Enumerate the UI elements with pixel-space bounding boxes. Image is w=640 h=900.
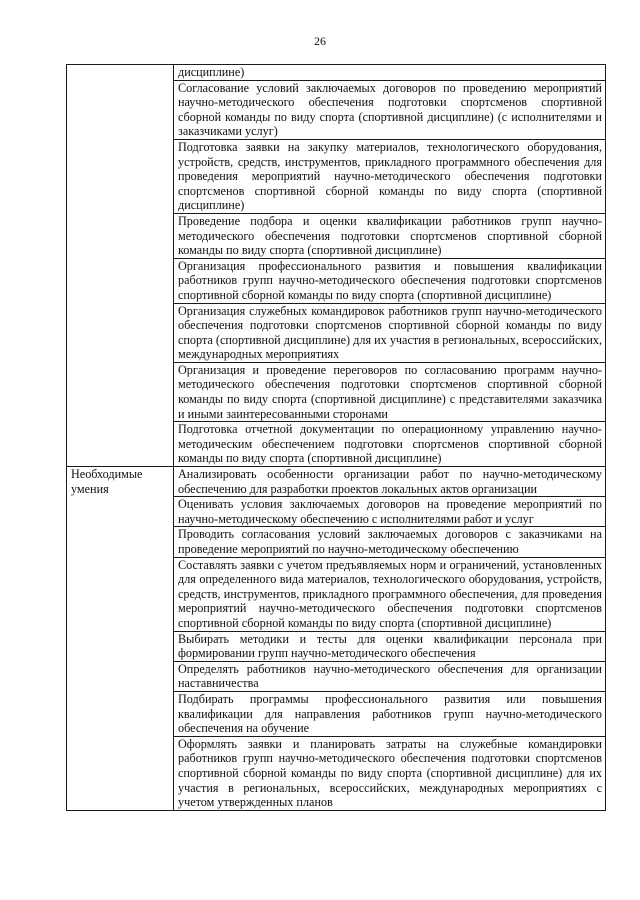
table-row: [67, 467, 606, 497]
table-cell: Анализировать особенности организации работ по научно-методическому обеспечению для разработки проектов локальных актов организации: [174, 467, 606, 497]
table-cell: Определять работников научно-методического обеспечения для организации наставничества: [174, 661, 606, 691]
table-cell: Оценивать условия заключаемых договоров на проведение мероприятий по научно-методическому обеспечению с исполнителями работ и услуг: [174, 497, 606, 527]
table-row: [67, 65, 606, 81]
row-label-cell: [67, 65, 174, 467]
table-cell: Подготовка отчетной документации по операционному управлению научно-методическим обеспечением подготовки спортсменов спортивной сборной команды по виду спорта (спортивной дисциплине): [174, 422, 606, 467]
table-cell: Проведение подбора и оценки квалификации работников групп научно-методического обеспечения подготовки спортсменов спортивной сборной команды по виду спорта (спортивной дисциплине): [174, 213, 606, 258]
table-cell: Оформлять заявки и планировать затраты на служебные командировки работников групп научно-методического обеспечения подготовки спортсменов спортивной сборной команды по виду спорта (спортивной дисциплине) для их участия в региональных, всероссийских, международных мероприятиях с учетом утвержденных планов: [174, 736, 606, 810]
table-cell: Согласование условий заключаемых договоров по проведению мероприятий научно-методического обеспечения подготовки спортсменов спортивной сборной команды по виду спорта (спортивной дисциплине) (с исполнителями и заказчиками услуг): [174, 80, 606, 139]
table-cell: Составлять заявки с учетом предъявляемых норм и ограничений, установленных для определенного вида материалов, технологического оборудования, устройств, средств, инструментов, прикладного программного обеспечения, для проведения мероприятий научно-методического обеспечения подготовки спортсменов спортивной сборной команды по виду спорта (спортивной дисциплине): [174, 557, 606, 631]
page-number: 26: [314, 34, 326, 48]
table-cell: Организация профессионального развития и повышения квалификации работников групп научно-методического обеспечения подготовки спортсменов спортивной сборной команды по виду спорта (спортивной дисциплине): [174, 258, 606, 303]
requirements-table: [66, 64, 606, 811]
table-cell: дисциплине): [174, 65, 606, 81]
table-cell: Выбирать методики и тесты для оценки квалификации персонала при формировании групп научно-методического обеспечения: [174, 631, 606, 661]
table-cell: Организация служебных командировок работников групп научно-методического обеспечения подготовки спортсменов спортивной сборной команды по виду спорта (спортивной дисциплине) для их участия в региональных, всероссийских, международных мероприятиях: [174, 303, 606, 362]
table-cell: Организация и проведение переговоров по согласованию программ научно-методического обеспечения подготовки спортсменов спортивной сборной команды по виду спорта (спортивной дисциплине) с представителями заказчика и иными заинтересованными сторонами: [174, 362, 606, 421]
skills-label-cell: Необходимые умения: [67, 467, 174, 811]
table-cell: Проводить согласования условий заключаемых договоров с заказчиками на проведение мероприятий по научно-методическому обеспечению: [174, 527, 606, 557]
table-cell: Подготовка заявки на закупку материалов, технологического оборудования, устройств, средств, инструментов, прикладного программного обеспечения для проведения мероприятий научно-методического обеспечения подготовки спортсменов спортивной сборной команды по виду спорта (спортивной дисциплине): [174, 139, 606, 213]
table-cell: Подбирать программы профессионального развития или повышения квалификации для направления работников групп научно-методического обеспечения на обучение: [174, 691, 606, 736]
